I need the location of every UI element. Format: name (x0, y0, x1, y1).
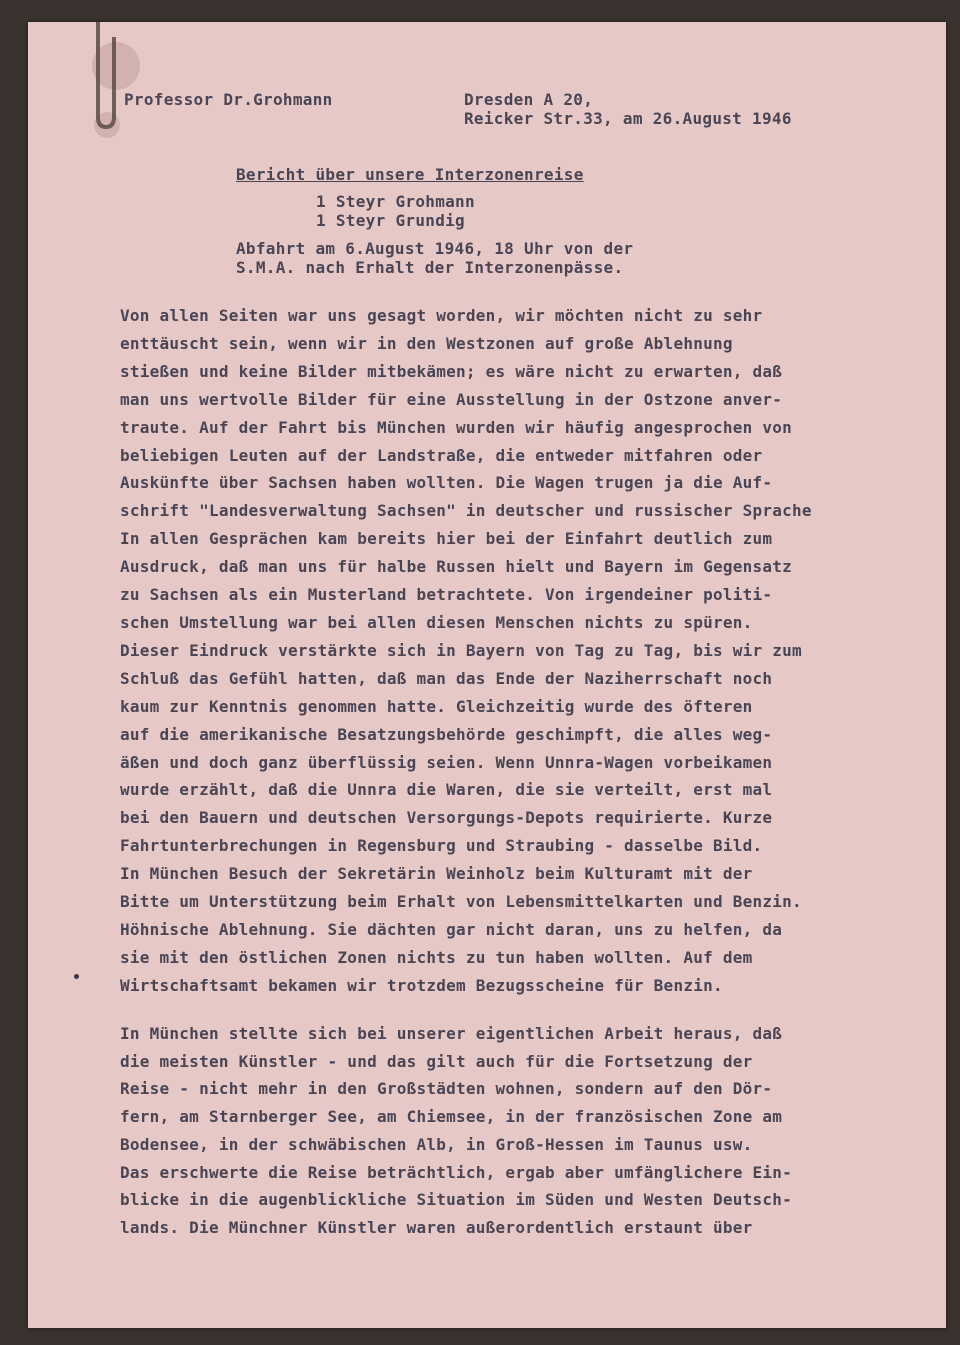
document-page (28, 22, 946, 1328)
text-line: die meisten Künstler - und das gilt auch für die Fortsetzung der (120, 1051, 753, 1071)
report-title: Bericht über unsere Interzonenreise (236, 165, 584, 184)
text-line: Bodensee, in der schwäbischen Alb, in Groß-Hessen im Taunus usw. (120, 1134, 753, 1154)
text-line: Wirtschaftsamt bekamen wir trotzdem Bezugsscheine für Benzin. (120, 975, 723, 995)
text-line: In München Besuch der Sekretärin Weinholz beim Kulturamt mit der (120, 864, 753, 884)
text-line: lands. Die Münchner Künstler waren außerordentlich erstaunt über (120, 1217, 753, 1237)
text-line: Fahrtunterbrechungen in Regensburg und Straubing - dasselbe Bild. (120, 836, 763, 856)
text-line: Ausdruck, daß man uns für halbe Russen hielt und Bayern im Gegensatz (120, 557, 793, 577)
text-line: stießen und keine Bilder mitbekämen; es wäre nicht zu erwarten, daß (120, 361, 783, 381)
departure-line: Abfahrt am 6.August 1946, 18 Uhr von der (236, 239, 634, 258)
text-line: Bitte um Unterstützung beim Erhalt von Lebensmittelkarten und Benzin. (120, 892, 802, 912)
text-line: Von allen Seiten war uns gesagt worden, wir möchten nicht zu sehr (120, 306, 763, 325)
departure-note (236, 239, 633, 277)
text-line: man uns wertvolle Bilder für eine Ausstellung in der Ostzone anver- (120, 389, 783, 409)
text-line: enttäuscht sein, wenn wir in den Westzonen auf große Ablehnung (120, 333, 733, 353)
text-line: wurde erzählt, daß die Unnra die Waren, die sie verteilt, erst mal (120, 780, 773, 800)
text-line: bei den Bauern und deutschen Versorgungs-Depots requirierte. Kurze (120, 808, 773, 828)
text-line: Höhnische Ablehnung. Sie dächten gar nicht daran, uns zu helfen, da (120, 919, 783, 939)
participants-list (316, 192, 475, 230)
sender-name: Professor Dr.Grohmann (124, 90, 333, 109)
text-line: kaum zur Kenntnis genommen hatte. Gleichzeitig wurde des öfteren (120, 696, 753, 716)
text-line: blicke in die augenblickliche Situation im Süden und Westen Deutsch- (120, 1190, 793, 1210)
text-line: beliebigen Leuten auf der Landstraße, die entweder mitfahren oder (120, 445, 763, 465)
text-line: fern, am Starnberger See, am Chiemsee, in der französischen Zone am (120, 1107, 783, 1127)
address-line: Dresden A 20, (464, 90, 594, 109)
text-line: Das erschwerte die Reise beträchtlich, ergab aber umfänglichere Ein- (120, 1162, 793, 1182)
text-line: Auskünfte über Sachsen haben wollten. Die Wagen trugen ja die Auf- (120, 473, 773, 493)
body-paragraph-2 (120, 1020, 920, 1242)
participant-line: 1 Steyr Grundig (316, 211, 465, 230)
address-date-line: Reicker Str.33, am 26.August 1946 (464, 109, 792, 128)
rust-stain (94, 112, 120, 138)
text-line: auf die amerikanische Besatzungsbehörde geschimpft, die alles weg- (120, 724, 773, 744)
text-line: Dieser Eindruck verstärkte sich in Bayern von Tag zu Tag, bis wir zum (120, 640, 802, 660)
text-line: schen Umstellung war bei allen diesen Menschen nichts zu spüren. (120, 612, 753, 632)
text-line: In München stellte sich bei unserer eigentlichen Arbeit heraus, daß (120, 1024, 783, 1043)
participant-line: 1 Steyr Grohmann (316, 192, 475, 211)
text-line: schrift "Landesverwaltung Sachsen" in deutscher und russischer Sprache (120, 501, 812, 521)
text-line: Schluß das Gefühl hatten, daß man das Ende der Naziherrschaft noch (120, 668, 773, 688)
text-line: äßen und doch ganz überflüssig seien. Wenn Unnra-Wagen vorbeikamen (120, 752, 773, 772)
departure-line: S.M.A. nach Erhalt der Interzonenpässe. (236, 258, 624, 277)
ink-speck (74, 974, 79, 979)
text-line: traute. Auf der Fahrt bis München wurden wir häufig angesprochen von (120, 417, 793, 437)
location-date (464, 90, 792, 128)
body-paragraph-1 (120, 302, 920, 1000)
rust-stain (92, 42, 140, 90)
text-line: zu Sachsen als ein Musterland betrachtete. Von irgendeiner politi- (120, 585, 773, 605)
text-line: Reise - nicht mehr in den Großstädten wohnen, sondern auf den Dör- (120, 1079, 773, 1099)
text-line: sie mit den östlichen Zonen nichts zu tun haben wollten. Auf dem (120, 947, 753, 967)
text-line: In allen Gesprächen kam bereits hier bei der Einfahrt deutlich zum (120, 529, 773, 549)
